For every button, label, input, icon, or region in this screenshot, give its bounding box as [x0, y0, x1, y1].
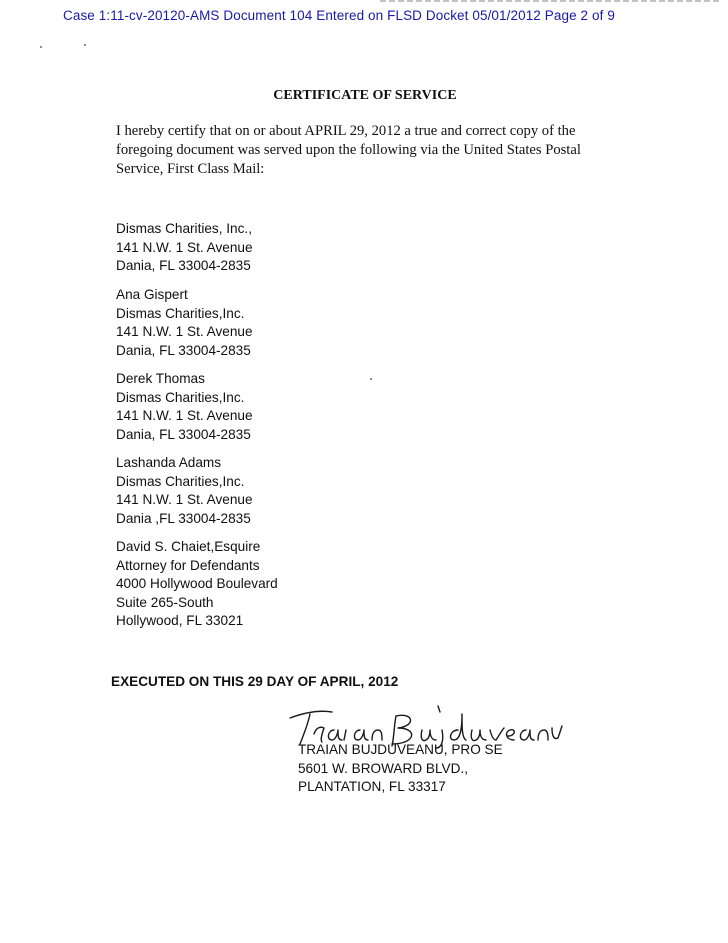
recipient-line: Dania ,FL 33004-2835 — [116, 510, 251, 526]
recipient-line: David S. Chaiet,Esquire — [116, 539, 261, 554]
recipient-line: 141 N.W. 1 St. Avenue — [116, 324, 253, 339]
recipient-line: Dismas Charities, Inc., — [116, 221, 252, 236]
title-text: CERTIFICATE OF SERVICE — [273, 88, 457, 103]
docket-header: Case 1:11-cv-20120-AMS Document 104 Entered on FLSD Docket 05/01/2012 Page 2 of 9 — [63, 8, 615, 23]
recipient-block-5 — [116, 538, 476, 631]
recipient-line: Suite 265-South — [116, 594, 214, 610]
recipient-line: Attorney for Defendants — [116, 557, 260, 573]
recipient-block-4 — [116, 454, 476, 528]
signer-address-line-1: 5601 W. BROWARD BLVD., — [298, 760, 468, 776]
scan-speck — [40, 46, 42, 48]
recipient-block-2 — [116, 286, 476, 360]
certification-paragraph: I hereby certify that on or about APRIL 29, 2012 a true and correct copy of the foregoing document was served upon the following via the United States Postal Service, First Class Mail: — [116, 123, 581, 177]
scan-speck — [84, 44, 86, 46]
recipient-line: Dania, FL 33004-2835 — [116, 258, 251, 273]
recipient-line: Dismas Charities,Inc. — [116, 305, 245, 321]
recipient-line: Dania, FL 33004-2835 — [116, 342, 251, 358]
recipient-line: Ana Gispert — [116, 287, 188, 302]
recipient-line: Hollywood, FL 33021 — [116, 613, 244, 628]
recipient-line: 4000 Hollywood Boulevard — [116, 576, 278, 591]
recipient-line: Lashanda Adams — [116, 455, 222, 470]
recipient-line: Dismas Charities,Inc. — [116, 389, 245, 405]
execution-statement: EXECUTED ON THIS 29 DAY OF APRIL, 2012 — [111, 674, 399, 689]
signer-block — [298, 741, 598, 797]
recipient-block-3 — [116, 370, 476, 444]
signer-address-line-2: PLANTATION, FL 33317 — [298, 779, 446, 794]
scan-artifact-line — [380, 0, 720, 2]
recipient-line: Dania, FL 33004-2835 — [116, 426, 251, 442]
recipient-line: 141 N.W. 1 St. Avenue — [116, 239, 253, 255]
recipient-block-1 — [116, 220, 476, 276]
signer-name: TRAIAN BUJDUVEANU, PRO SE — [298, 742, 503, 757]
recipient-line: Dismas Charities,Inc. — [116, 473, 245, 489]
document-title — [0, 88, 728, 104]
recipient-line: 141 N.W. 1 St. Avenue — [116, 408, 253, 423]
recipient-line: Derek Thomas — [116, 371, 205, 386]
recipient-line: 141 N.W. 1 St. Avenue — [116, 492, 253, 507]
